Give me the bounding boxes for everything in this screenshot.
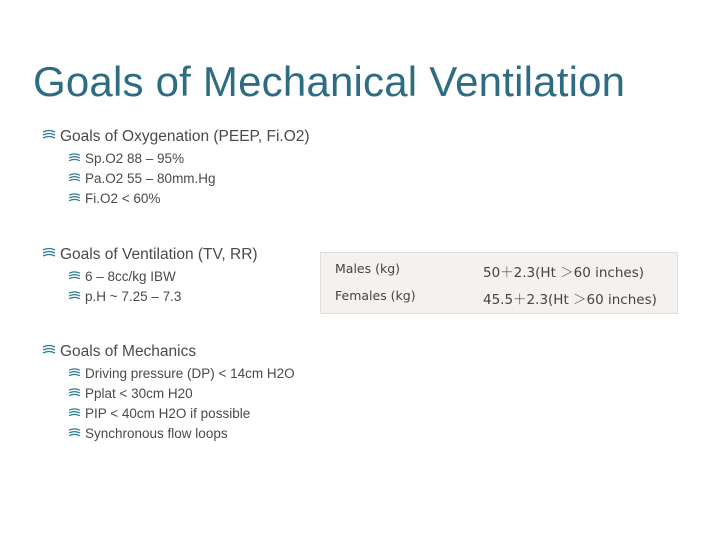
list-item [85, 269, 176, 284]
list-item [85, 171, 216, 186]
ribbon-bullet-icon [42, 246, 56, 264]
ribbon-bullet-icon [68, 151, 81, 166]
ribbon-bullet-icon [68, 406, 81, 421]
list-item-text: PIP < 40cm H2O if possible [85, 406, 251, 421]
list-item [85, 191, 160, 206]
ribbon-bullet-icon [68, 269, 81, 284]
list-item-text: Driving pressure (DP) < 14cm H2O [85, 366, 295, 381]
list-item-text: Pplat < 30cm H20 [85, 386, 193, 401]
ribbon-bullet-icon [68, 171, 81, 186]
section-heading-text: Goals of Oxygenation (PEEP, Fi.O2) [60, 128, 310, 145]
list-item-text: Sp.O2 88 – 95% [85, 151, 185, 166]
list-item [85, 151, 184, 166]
list-item-text: p.H ~ 7.25 – 7.3 [85, 289, 182, 304]
ibw-formula-table [320, 252, 678, 314]
table-row-formula: 45.5＋2.3(Ht ＞60 inches) [483, 292, 657, 308]
section-heading-text: Goals of Ventilation (TV, RR) [60, 246, 258, 263]
list-item [85, 366, 295, 381]
list-item-text: Fi.O2 < 60% [85, 191, 161, 206]
ribbon-bullet-icon [68, 366, 81, 381]
section-heading-mechanics [60, 343, 196, 361]
list-item [85, 386, 193, 401]
section-heading-oxygenation [60, 128, 310, 146]
table-row-formula: 50＋2.3(Ht ＞60 inches) [483, 265, 645, 281]
ribbon-bullet-icon [42, 128, 56, 146]
slide-title: Goals of Mechanical Ventilation [33, 58, 626, 105]
ribbon-bullet-icon [42, 343, 56, 361]
ribbon-bullet-icon [68, 289, 81, 304]
ribbon-bullet-icon [68, 426, 81, 441]
table-row-label: Males (kg) [335, 261, 401, 276]
ribbon-bullet-icon [68, 191, 81, 206]
list-item-text: Synchronous flow loops [85, 426, 228, 441]
list-item [85, 406, 250, 421]
list-item-text: 6 – 8cc/kg IBW [85, 269, 176, 284]
list-item [85, 289, 181, 304]
ribbon-bullet-icon [68, 386, 81, 401]
list-item [85, 426, 228, 441]
table-row-label: Females (kg) [335, 288, 416, 303]
list-item-text: Pa.O2 55 – 80mm.Hg [85, 171, 216, 186]
section-heading-ventilation [60, 246, 258, 264]
section-heading-text: Goals of Mechanics [60, 343, 197, 360]
